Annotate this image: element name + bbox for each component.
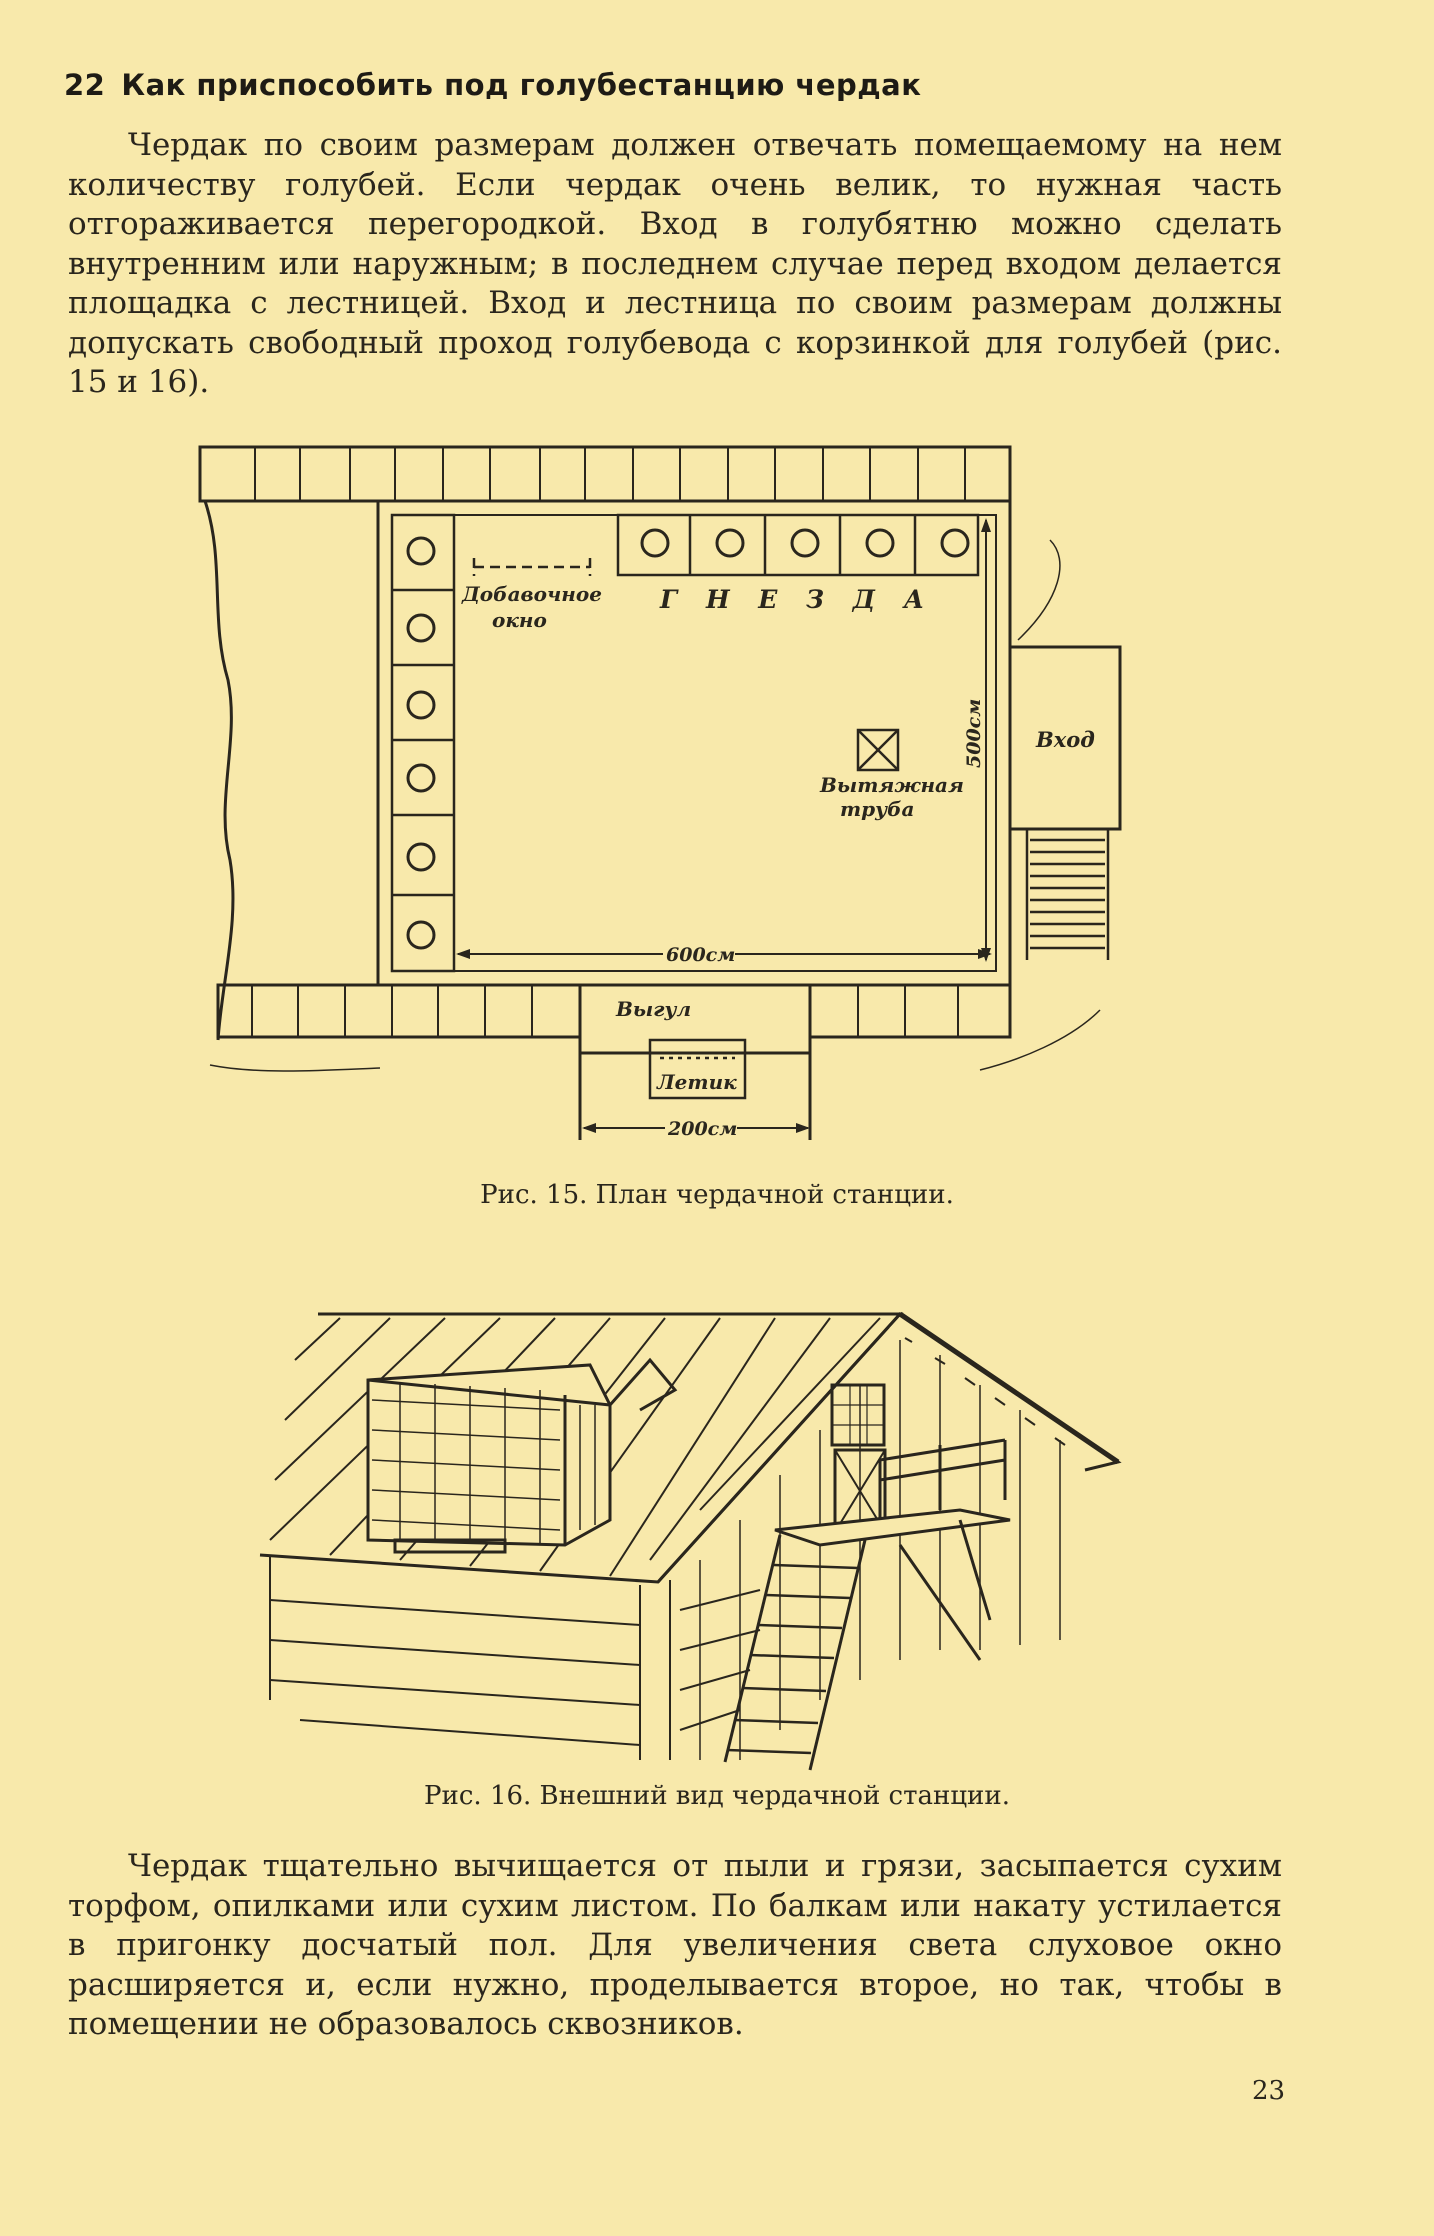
ext-ladder xyxy=(725,1535,865,1770)
footer-page-number: 23 xyxy=(1252,2076,1286,2106)
ext-gable-edge xyxy=(900,1314,1118,1462)
ext-dormer xyxy=(610,1360,675,1410)
plan-label-run: Выгул xyxy=(616,997,692,1021)
plan-label-exhaust-2: труба xyxy=(840,797,915,821)
header-title: Как приспособить под голубестанцию чердак xyxy=(121,68,922,102)
header-page-number: 22 xyxy=(64,68,106,102)
plan-label-dim-run: 200см xyxy=(668,1118,738,1140)
plan-label-exhaust-1: Вытяжная xyxy=(820,773,964,797)
plan-label-entrance: Вход xyxy=(1036,727,1095,752)
figure-16-caption: Рис. 16. Внешний вид чердачной станции. xyxy=(424,1781,1010,1811)
paragraph-cleaning-text: Чердак тщательно вычищается от пыли и грязи, засыпается сухим торфом, опилками или сухим листом. По балкам или накату устилается в пригонку досчатый пол. Для увеличения света слуховое окно расширяется и, если нужно, проделывается второе, но так, чтобы в помещении не образовалось сквозников. xyxy=(68,1848,1282,2042)
ext-wall-siding xyxy=(270,1555,760,1760)
plan-label-nests: Г Н Е З Д А xyxy=(660,585,935,614)
ext-gable-window xyxy=(832,1385,884,1445)
ext-gable-boards xyxy=(700,1340,1060,1760)
figure-15-caption: Рис. 15. План чердачной станции. xyxy=(480,1180,954,1210)
ext-aviary-cage xyxy=(368,1365,610,1552)
ext-gable xyxy=(658,1314,1118,1582)
plan-label-dim-depth: 500см xyxy=(963,698,985,768)
paragraph-intro-text: Чердак по своим размерам должен отвечать помещаемому на нем количеству голубей. Если чердак очень велик, то нужная часть отгораживается перегородкой. Вход в голубятню можно сделать внутренним или наружным; в последнем случае перед входом делается площадка с лестницей. Вход и лестница по своим размерам должны допускать свободный проход голубевода с корзинкой для голубей (рис. 15 и 16). xyxy=(68,127,1282,400)
plan-label-extra-window-1: Добавочное xyxy=(462,582,602,606)
plan-label-dim-width: 600см xyxy=(666,944,736,966)
paragraph-cleaning xyxy=(68,1847,1282,2045)
plan-label-flight-hole: Летик xyxy=(657,1070,737,1094)
plan-label-extra-window-2: окно xyxy=(492,608,547,632)
